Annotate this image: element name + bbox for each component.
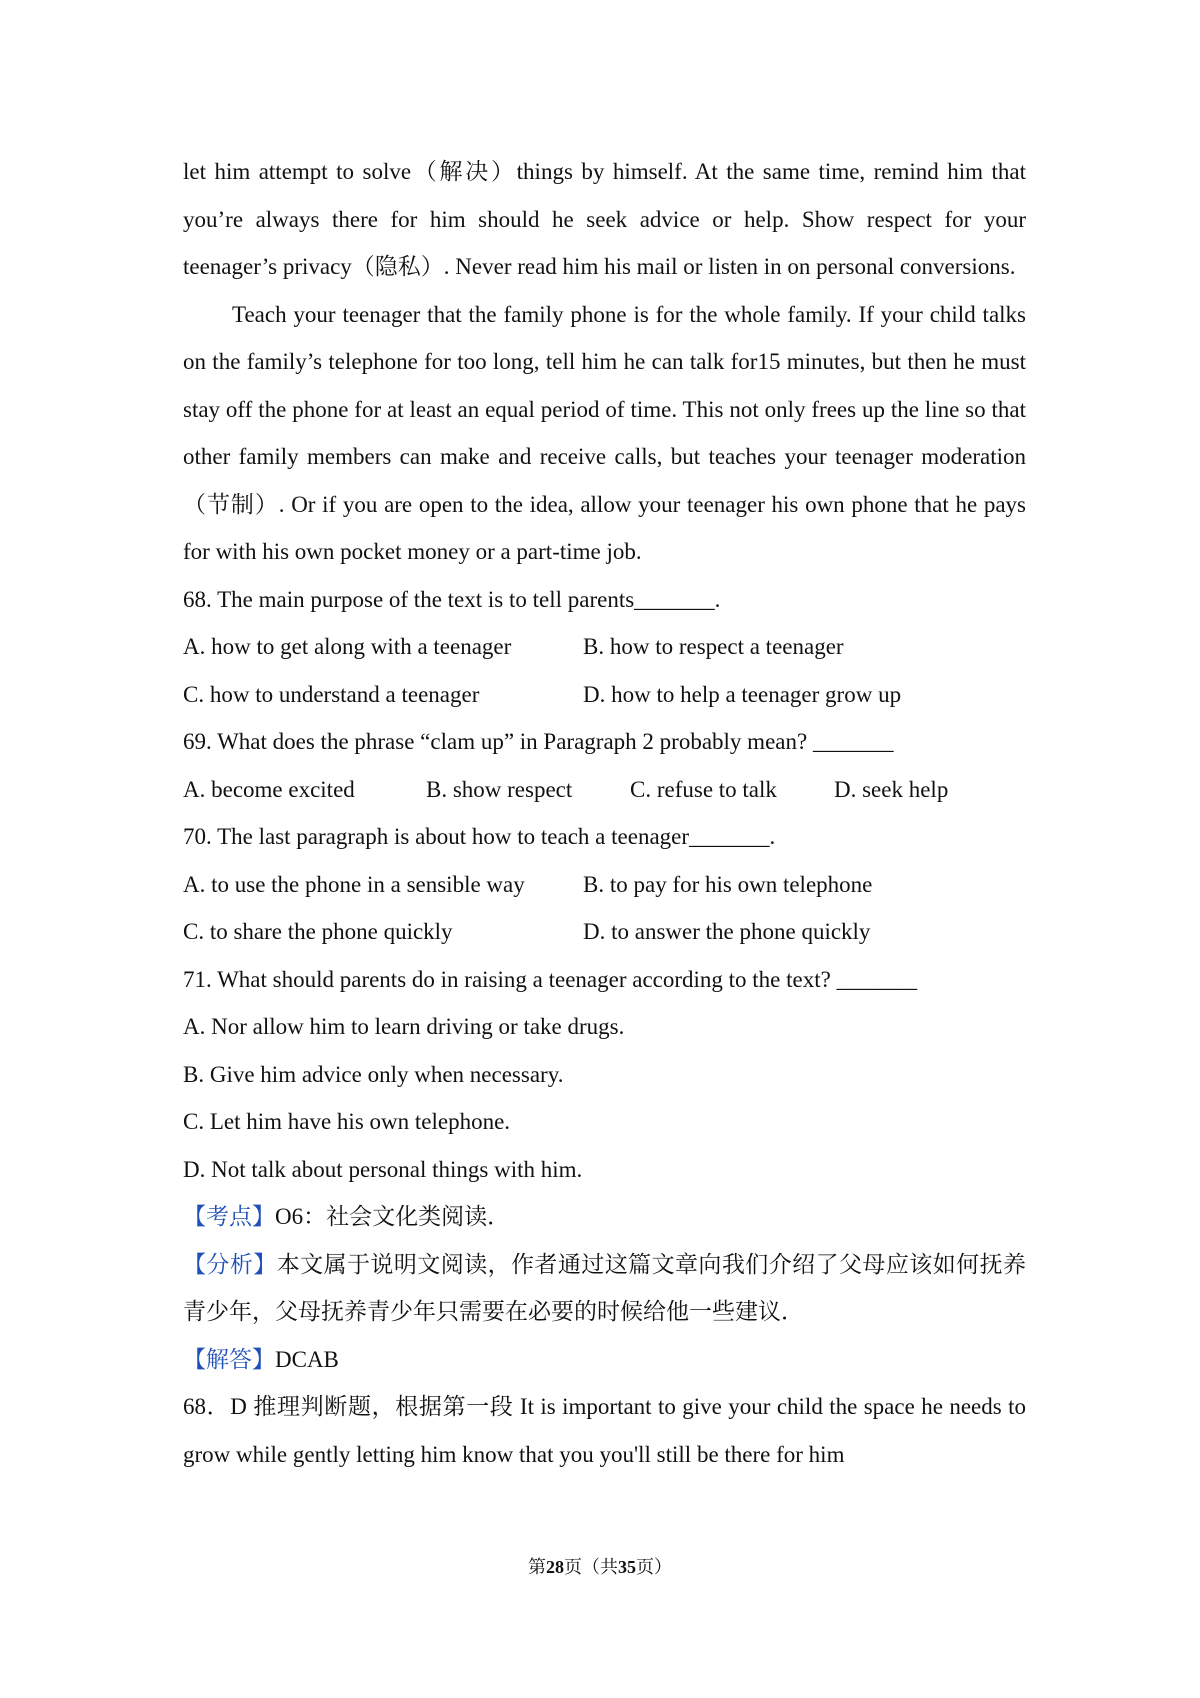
fenxi-tag: 【分析】 [183,1251,277,1277]
explanation-68: 68．D 推理判断题，根据第一段 It is important to give your child the space he needs to grow while gently letting him know that you you'll still be there for him [183,1394,1026,1467]
option-b: B. how to respect a teenager [583,634,844,659]
kaodian-tag: 【考点】 [183,1204,275,1229]
option-a: A. become excited [183,776,355,802]
passage-paragraph-continued: let him attempt to solve（解决）things by himself. At the same time, remind him that you’re always there for him should he seek advice or help. Show respect for your teenager’s privacy（隐私）. Never read him his mail or listen in on personal conversions. [183,159,1026,279]
option-b: B. show respect [426,776,573,802]
option-d: D. seek help [834,776,949,802]
question-71-stem: 71. What should parents do in raising a teenager according to the text? _______ [183,966,918,992]
total-pages: 35 [618,1557,636,1577]
fenxi-text: 本文属于说明文阅读，作者通过这篇文章向我们介绍了父母应该如何抚养青少年，父母抚养青少年只需要在必要的时候给他一些建议． [183,1251,1027,1324]
option-a: A. to use the phone in a sensible way [183,871,525,897]
page-footer [0,1553,1200,1579]
jieda-tag: 【解答】 [183,1346,275,1372]
jieda-line [183,1336,1026,1384]
option-d: D. how to help a teenager grow up [583,681,902,707]
option-c: C. to share the phone quickly [183,919,453,944]
kaodian-line [183,1193,1026,1241]
option-b: B. Give him advice only when necessary. [183,1061,564,1087]
option-c: C. Let him have his own telephone. [183,1109,511,1134]
option-b: B. to pay for his own telephone [583,871,873,897]
question-70-stem: 70. The last paragraph is about how to teach a teenager_______. [183,824,776,849]
page-number: 28 [546,1557,564,1577]
option-c: C. refuse to talk [630,776,777,802]
page-content [183,148,1026,1478]
question-69-stem: 69. What does the phrase “clam up” in Paragraph 2 probably mean? _______ [183,729,894,754]
option-a: A. Nor allow him to learn driving or take drugs. [183,1014,625,1039]
passage-paragraph: Teach your teenager that the family phone is for the whole family. If your child talks on the family’s telephone for too long, tell him he can talk for15 minutes, but then he must stay off the phone for at least an equal period of time. This not only frees up the line so that other family members can make and receive calls, but teaches your teenager moderation（节制）. Or if you are open to the idea, allow your teenager his own phone that he pays for with his own pocket money or a part-time job. [183,301,1026,564]
question-69-options-row [183,766,1026,814]
kaodian-text: O6：社会文化类阅读． [275,1204,511,1229]
question-68-options-row-1 [183,623,1026,671]
footer-prefix: 第 [528,1557,546,1577]
option-a: A. how to get along with a teenager [183,634,512,659]
question-70-options-row-1 [183,861,1026,909]
question-70-options-row-2 [183,908,1026,956]
option-d: D. Not talk about personal things with him. [183,1156,583,1182]
fenxi-paragraph [183,1241,1026,1336]
jieda-text: DCAB [275,1346,339,1372]
footer-middle: 页（共 [564,1557,618,1577]
option-c: C. how to understand a teenager [183,681,480,707]
question-68-options-row-2 [183,671,1026,719]
question-68-stem: 68. The main purpose of the text is to tell parents_______. [183,586,721,612]
footer-suffix: 页） [636,1557,672,1577]
option-d: D. to answer the phone quickly [583,919,871,944]
